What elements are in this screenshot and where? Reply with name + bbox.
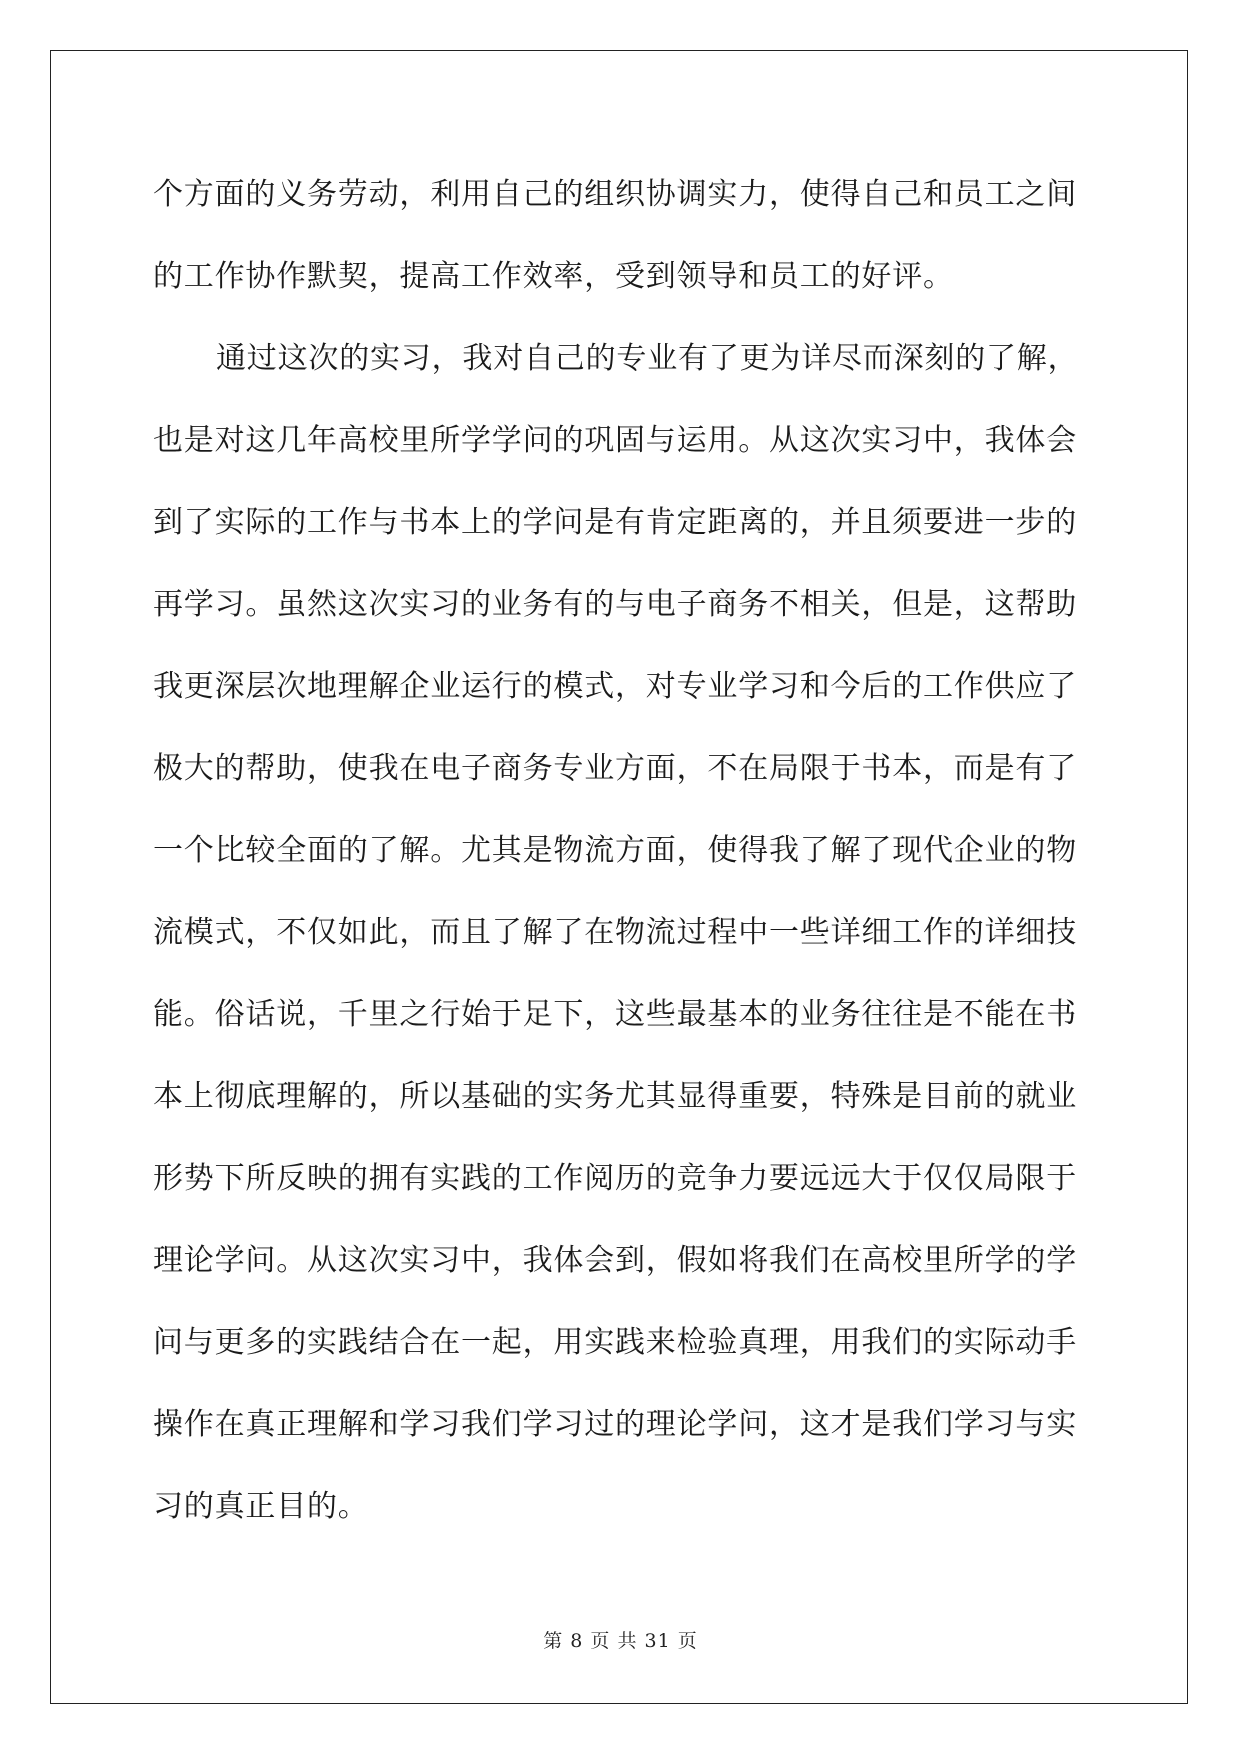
text-line: 形势下所反映的拥有实践的工作阅历的竞争力要远远大于仅仅局限于 xyxy=(153,1161,1077,1196)
text-line: 问与更多的实践结合在一起，用实践来检验真理，用我们的实际动手 xyxy=(153,1325,1077,1360)
text-line: 习的真正目的。 xyxy=(153,1489,369,1524)
text-line: 本上彻底理解的，所以基础的实务尤其显得重要，特殊是目前的就业 xyxy=(153,1079,1077,1114)
page-number-footer: 第 8 页 共 31 页 xyxy=(543,1630,698,1652)
text-line: 理论学问。从这次实习中，我体会到，假如将我们在高校里所学的学 xyxy=(153,1243,1077,1278)
text-line: 流模式，不仅如此，而且了解了在物流过程中一些详细工作的详细技 xyxy=(153,915,1077,950)
text-line: 操作在真正理解和学习我们学习过的理论学问，这才是我们学习与实 xyxy=(153,1407,1077,1442)
text-line: 极大的帮助，使我在电子商务专业方面，不在局限于书本，而是有了 xyxy=(153,751,1077,786)
text-line: 再学习。虽然这次实习的业务有的与电子商务不相关，但是，这帮助 xyxy=(153,587,1077,622)
text-line: 能。俗话说，千里之行始于足下，这些最基本的业务往往是不能在书 xyxy=(153,997,1077,1032)
text-line: 通过这次的实习，我对自己的专业有了更为详尽而深刻的了解， xyxy=(216,341,1079,376)
text-line: 的工作协作默契，提高工作效率，受到领导和员工的好评。 xyxy=(153,259,954,294)
document-body xyxy=(153,166,1088,1560)
text-line: 个方面的义务劳动，利用自己的组织协调实力，使得自己和员工之间 xyxy=(153,177,1077,212)
text-line: 一个比较全面的了解。尤其是物流方面，使得我了解了现代企业的物 xyxy=(153,833,1077,868)
text-line: 也是对这几年高校里所学学问的巩固与运用。从这次实习中，我体会 xyxy=(153,423,1077,458)
text-line: 我更深层次地理解企业运行的模式，对专业学习和今后的工作供应了 xyxy=(153,669,1077,704)
text-line: 到了实际的工作与书本上的学问是有肯定距离的，并且须要进一步的 xyxy=(153,505,1077,540)
